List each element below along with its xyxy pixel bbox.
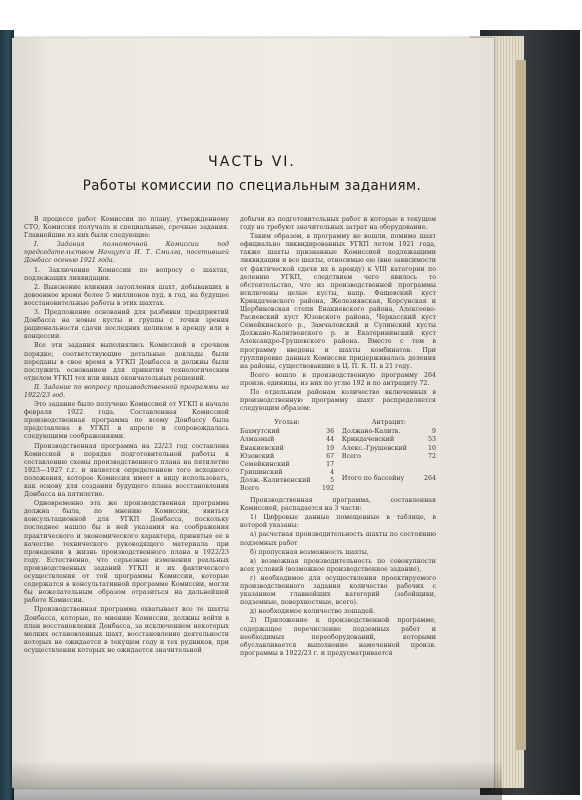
total-value: 192	[322, 485, 335, 492]
list-item: а) расчетная производительность шахты по состоянию подземных работ	[240, 531, 436, 547]
list-item: 1. Заключение Комиссии по вопросу о шахтах, подлежащих ликвидации.	[24, 266, 229, 282]
list-item: г) необходимое для осуществления проектируемого производственного задания количество рабочих с указанием главнейших категорий (забойщики, подземные, поверхностные, всего).	[240, 574, 436, 607]
list-item: в) возможная производительность по совокупности всех условий (возможное производственное задание),	[240, 557, 436, 573]
table-row	[342, 436, 436, 444]
total-label: Всего	[240, 485, 259, 492]
district-count: 10	[427, 444, 436, 452]
paragraph: Производственная программа охватывает все те шахты Донбасса, которые, по мнению Комиссии, должны войти в план восстановления Донбасса, за исключением некоторых мелких остановленных шахт, восстановление деятельности которых не ожидается в текущем году и тех рудников, при осуществлении которых не ожидается значительной	[24, 606, 229, 654]
paragraph: Таким образом, в программу не вошли, помимо шахт официально ликвидированных УГКП летом 1921 года, также шахты признанные Комиссией подлежащими ликвидации и все шахты, относимые ею (вне зависимости от фактической сдачи их в аренду) к VIII категории по делению УГКП, следствием чего явилось то обстоятельство, что из производственной программы исключены целые кусты, напр. Фащевский куст Криндачевского района, Железнянская, Корсунская и Щербиновская степи Енакиевского района, Алексеево-Расиевский куст Юзовского района, Черкасский куст Семейкинского р., Замчаловский и Сулинский кусты Должано-Калитвенского р. и Екатерининский куст Александро-Грушевского района. Вместе с тем в программу введены и шахты комбинатов. При группировке данных Комиссия придерживалась деления на районы, существовавшие в Ц. П. К. П. в 21 году.	[240, 233, 436, 370]
table-row	[342, 445, 436, 453]
left-column	[24, 216, 229, 656]
paragraph: добычи из подготовительных работ и которые в текущем году не требуют значительных затрат на оборудование.	[240, 216, 436, 232]
paragraph: Это задание было получено Комиссией от УГКП в начале февраля 1922 года. Составленная Комиссией производственная программа по всему Донбассу была представлена в УГКП в апреле и сопровождалась следующими соображениями.	[24, 401, 229, 441]
paragraph: Одновременно эта же производственная программа должна была, по мнению Комиссии, явиться консультационной для УГКП Донбасса, поскольку последнее нашло бы в ней указания на соображения практического и экономического характера, принятые ее в качестве технического руководящего материала при проведении в жизнь производственного плана в 1922/23 году. Естественно, что серьезные изменения реальных производственных заданий УГКП и их фактического осуществления от той программы Комиссии, которые содержатся в консультативной программе Комиссии, могли бы нежелательным образом отразиться на дальнейшей работе Комиссии.	[24, 500, 229, 605]
district-count: 9	[431, 428, 436, 436]
district-count: 5	[330, 476, 335, 484]
table-total-row	[240, 485, 334, 493]
paragraph: По отдельным районам количество включенных в производственную программу шахт распределяется следующим образом:	[240, 388, 436, 413]
district-name: Долж.-Калитвенский	[240, 476, 311, 484]
district-name: Алекс.-Грушевский	[341, 444, 407, 452]
district-name: Семейкинский	[240, 460, 290, 468]
table-row	[240, 453, 334, 461]
section-heading: I. Задания полномочной Комиссии под председательством Начцут'а И. Т. Смилга, посетившей Донбасс осенью 1921 года.	[24, 241, 229, 265]
table-row	[240, 436, 334, 444]
part-heading: ЧАСТЬ VI.	[208, 154, 296, 170]
table-row	[342, 428, 436, 436]
district-count: 36	[326, 428, 335, 436]
anthracite-table	[342, 415, 436, 493]
list-item: 1) Цифровые данные помещенные в таблице, в которой указаны:	[240, 514, 436, 530]
paragraph: Производственная программа, составленная Комиссией, распадается на 3 части:	[240, 497, 436, 513]
paragraph: Всего вошло в производственную программу 264 произв. единицы, из них по углю 192 и по антрациту 72.	[240, 371, 436, 387]
district-name: Енакиевский	[240, 444, 284, 452]
district-table	[240, 415, 436, 493]
district-count: 19	[326, 444, 335, 452]
basin-total-value: 264	[423, 474, 436, 482]
anthracite-header: Антрацит:	[371, 419, 406, 427]
district-name: Гришинский	[240, 468, 283, 476]
total-label: Всего	[341, 452, 361, 460]
table-row	[240, 428, 334, 436]
district-name: Криндачевский	[341, 436, 395, 444]
table-row	[240, 477, 334, 485]
book-page	[12, 38, 494, 788]
basin-total-row	[342, 475, 436, 483]
total-value: 72	[427, 452, 436, 460]
list-item: б) пропускная возможность шахты,	[250, 548, 369, 556]
district-count: 44	[326, 436, 335, 444]
table-row	[240, 461, 334, 469]
coal-table	[240, 415, 334, 493]
table-total-row	[342, 453, 436, 461]
district-name: Должано-Калитв.	[341, 428, 401, 436]
intro-paragraph: В процессе работ Комиссии по плану, утвержденному СТО, Комиссия получала и специальные, срочные задания. Главнейшие из них были следующие:	[24, 216, 229, 240]
paragraph: Производственная программа на 22/23 год составлена Комиссией в порядке подготовительной работы к составлению схемы производственного плана на пятилетие 1923—1927 г.г. и является определением того исходного положения, которое Комиссия имеет в виду использовать, как основу для создания будущего плана восстановления Донбасса на пятилетие.	[24, 442, 229, 499]
coal-header: Угольн:	[274, 419, 300, 427]
list-item: 2. Выяснение влияния затопления шахт, добывавших в довоенное время более 5 миллионов пуд. в год, на будущее восстановительные работы в этих шахтах.	[24, 283, 229, 307]
district-count: 17	[326, 460, 335, 468]
paragraph: Все эти задания выполнялись Комиссией в срочном порядке; соответствующие детальные доклады были переданы в свое время в УГКП Донбасса и должны были послужить основанием для принятия технологическим отделом УГКП тех или иных окончательных решений.	[24, 342, 229, 382]
right-column	[240, 216, 436, 659]
section-heading: II. Задание по вопросу производственной программы на 1922/23 год.	[24, 383, 229, 399]
table-row	[240, 469, 334, 477]
district-count: 53	[427, 436, 436, 444]
list-item: 3. Предложение оснований для разбивки предприятий Донбасса на новые кусты и группы с точки зрения рациональности сдачи последних целиком в аренду или в концессии.	[24, 309, 229, 341]
list-item: 2) Приложение к производственной программе, содержащее перечисление подземных работ и необходимых переоборудований, которыми обуславливается выполнение намеченной произв. программы в 1922/23 г. и предусматривается	[240, 617, 436, 657]
page-title: Работы комиссии по специальным заданиям.	[82, 178, 422, 194]
list-item: д) необходимое количество лошадей.	[250, 608, 376, 616]
table-row	[240, 445, 334, 453]
district-name: Бахмутский	[240, 428, 280, 436]
page-edge-strip	[516, 60, 526, 750]
district-count: 4	[330, 468, 335, 476]
district-name: Алмазный	[240, 436, 275, 444]
district-name: Юзовский	[240, 452, 275, 460]
district-count: 67	[326, 452, 335, 460]
basin-total-label: Итого по бассейну	[341, 474, 405, 482]
